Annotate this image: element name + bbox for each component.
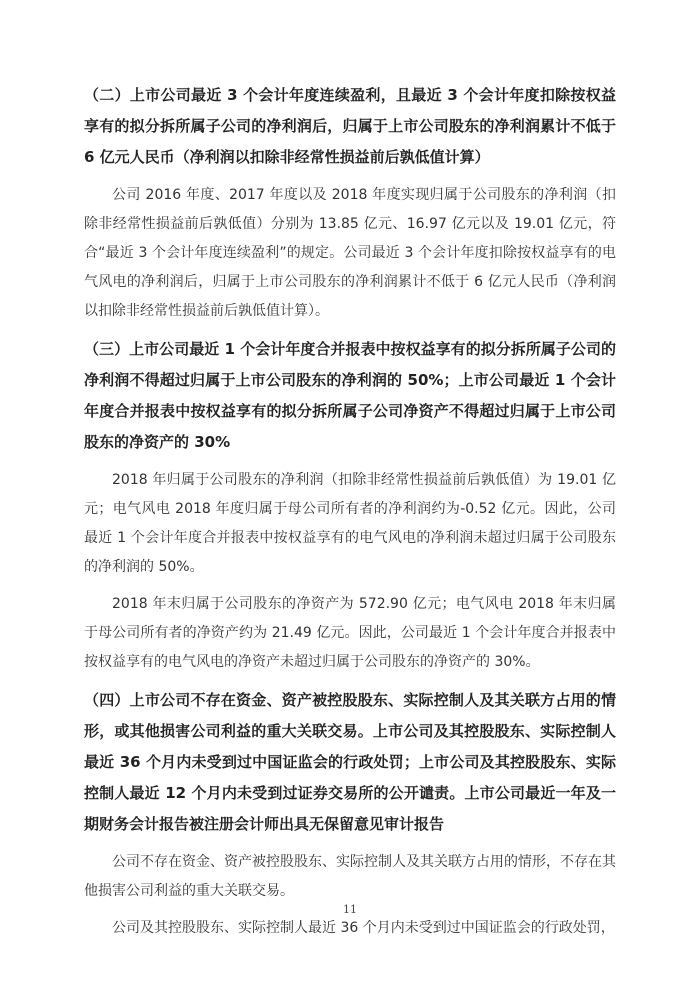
section-heading: （四）上市公司不存在资金、资产被控股股东、实际控制人及其关联方占用的情形，或其他损害公司利益的重大关联交易。上市公司及其控股股东、实际控制人最近 36 个月内未受到过中国证监会的行政处罚；上市公司及其控股股东、实际控制人最近 12 个月内未受到过证券交易所的公开谴责。上市公司最近一年及一期财务会计报告被注册会计师出具无保留意见审计报告 (84, 691, 616, 833)
section-2 (84, 80, 616, 326)
section-3 (84, 334, 616, 677)
body-paragraph: 公司 2016 年度、2017 年度以及 2018 年度实现归属于公司股东的净利润（扣除非经常性损益前后孰低值）分别为 13.85 亿元、16.97 亿元以及 19.01 亿元，符合“最近 3 个会计年度连续盈利”的规定。公司最近 3 个会计年度扣除按权益享有的电气风电的净利润后，归属于上市公司股东的净利润累计不低于 6 亿元人民币（净利润以扣除非经常性损益前后孰低值计算）。 (84, 187, 616, 319)
body-paragraph: 公司及其控股股东、实际控制人最近 36 个月内未受到过中国证监会的行政处罚， (112, 920, 615, 936)
section-heading: （二）上市公司最近 3 个会计年度连续盈利，且最近 3 个会计年度扣除按权益享有的拟分拆所属子公司的净利润后，归属于上市公司股东的净利润累计不低于 6 亿元人民币（净利润以扣除非经常性损益前后孰低值计算） (84, 86, 616, 166)
page-number: 11 (343, 903, 357, 916)
section-heading: （三）上市公司最近 1 个会计年度合并报表中按权益享有的拟分拆所属子公司的净利润不得超过归属于上市公司股东的净利润的 50%；上市公司最近 1 个会计年度合并报表中按权益享有的拟分拆所属子公司净资产不得超过归属于上市公司股东的净资产的 30% (84, 340, 616, 451)
body-paragraph: 2018 年归属于公司股东的净利润（扣除非经常性损益前后孰低值）为 19.01 亿元；电气风电 2018 年度归属于母公司所有者的净利润约为-0.52 亿元。因此，公司最近 1 个会计年度合并报表中按权益享有的电气风电的净利润未超过归属于公司股东的净利润的 50%。 (84, 472, 616, 575)
body-paragraph: 2018 年末归属于公司股东的净资产为 572.90 亿元；电气风电 2018 年末归属于母公司所有者的净资产约为 21.49 亿元。因此，公司最近 1 个会计年度合并报表中按权益享有的电气风电的净资产未超过归属于公司股东的净资产的 30%。 (84, 596, 616, 670)
body-paragraph: 公司不存在资金、资产被控股股东、实际控制人及其关联方占用的情形，不存在其他损害公司利益的重大关联交易。 (84, 854, 616, 899)
